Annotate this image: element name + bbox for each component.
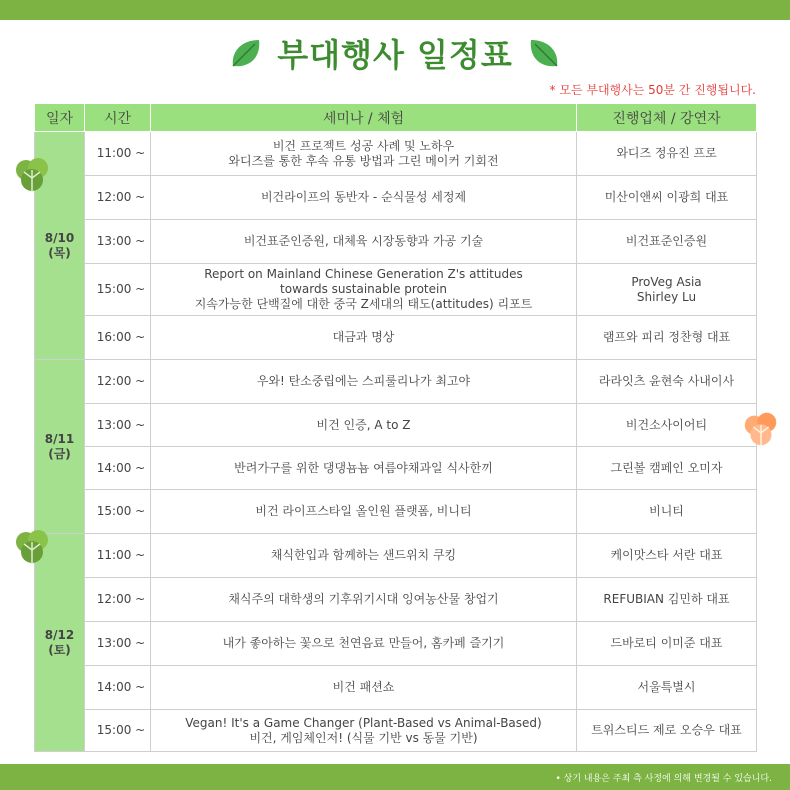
table-row	[35, 490, 757, 534]
seminar-cell	[151, 666, 577, 710]
presenter-line: 트위스티드 제로 오승우 대표	[591, 723, 742, 737]
seminar-line: 와디즈를 통한 후속 유통 방법과 그린 메이커 기회전	[228, 153, 499, 168]
time-cell: 16:00 ~	[85, 316, 151, 360]
presenter-cell	[577, 316, 757, 360]
header-date: 일자	[35, 104, 85, 132]
presenter-cell	[577, 404, 757, 447]
leaf-icon	[229, 36, 263, 70]
seminar-cell	[151, 622, 577, 666]
table-row	[35, 622, 757, 666]
seminar-cell	[151, 132, 577, 176]
time-cell: 14:00 ~	[85, 666, 151, 710]
presenter-line: 미산이앤씨 이광희 대표	[604, 190, 729, 204]
title-row	[0, 28, 790, 78]
presenter-cell	[577, 360, 757, 404]
seminar-line: 대금과 명상	[332, 330, 395, 344]
date-label: 8/12	[44, 627, 75, 642]
date-label: 8/11	[44, 431, 75, 446]
seminar-line: 우와! 탄소중립에는 스피룰리나가 최고야	[256, 374, 471, 388]
date-label: 8/10	[44, 230, 75, 245]
presenter-cell	[577, 490, 757, 534]
seminar-cell	[151, 404, 577, 447]
date-cell	[35, 360, 85, 534]
presenter-line: 비건표준인증원	[625, 234, 708, 248]
seminar-cell	[151, 316, 577, 360]
orange-leaf-icon	[740, 408, 782, 450]
seminar-line: 채식주의 대학생의 기후위기시대 잉여농산물 창업기	[228, 592, 499, 606]
table-row	[35, 666, 757, 710]
presenter-cell	[577, 220, 757, 264]
notice-text: * 모든 부대행사는 50분 간 진행됩니다.	[549, 83, 756, 97]
top-bar	[0, 0, 790, 20]
table-row	[35, 447, 757, 490]
table-row	[35, 220, 757, 264]
presenter-cell	[577, 622, 757, 666]
header-time: 시간	[85, 104, 151, 132]
presenter-line: ProVeg Asia	[631, 274, 702, 289]
seminar-line: 채식한입과 함께하는 샌드위치 쿠킹	[270, 548, 457, 562]
presenter-line: 비건소사이어티	[625, 417, 708, 432]
table-row	[35, 578, 757, 622]
seminar-cell	[151, 534, 577, 578]
presenter-line: 비니티	[649, 504, 684, 518]
lettuce-icon	[10, 524, 54, 568]
seminar-cell	[151, 176, 577, 220]
presenter-line: Shirley Lu	[636, 289, 697, 304]
time-cell: 12:00 ~	[85, 360, 151, 404]
presenter-cell	[577, 534, 757, 578]
seminar-line: 비건 라이프스타일 올인원 플랫폼, 비니티	[255, 504, 472, 518]
table-row	[35, 132, 757, 176]
presenter-cell	[577, 264, 757, 316]
seminar-line: Vegan! It's a Game Changer (Plant-Based vs Animal-Based)	[185, 715, 542, 730]
time-cell: 15:00 ~	[85, 710, 151, 752]
seminar-cell	[151, 360, 577, 404]
presenter-cell	[577, 710, 757, 752]
table-row	[35, 534, 757, 578]
weekday-label: (금)	[48, 446, 71, 461]
presenter-line: 그린볼 캠페인 오미자	[610, 460, 723, 475]
lettuce-icon	[10, 152, 54, 196]
seminar-cell	[151, 264, 577, 316]
table-row	[35, 404, 757, 447]
table-row	[35, 360, 757, 404]
schedule-body	[35, 132, 757, 752]
seminar-line: 비건 패션쇼	[332, 680, 395, 694]
weekday-label: (토)	[48, 642, 71, 657]
presenter-cell	[577, 176, 757, 220]
presenter-line: 케이맛스타 서란 대표	[610, 548, 723, 562]
table-row	[35, 316, 757, 360]
seminar-line: Report on Mainland Chinese Generation Z's attitudes	[204, 267, 523, 281]
time-cell: 13:00 ~	[85, 220, 151, 264]
seminar-cell	[151, 447, 577, 490]
presenter-line: 드바로티 이미준 대표	[610, 636, 723, 650]
time-cell: 12:00 ~	[85, 578, 151, 622]
presenter-cell	[577, 447, 757, 490]
table-row	[35, 176, 757, 220]
table-row	[35, 264, 757, 316]
time-cell: 15:00 ~	[85, 264, 151, 316]
schedule-table	[34, 103, 757, 752]
time-cell: 14:00 ~	[85, 447, 151, 490]
leaf-icon	[527, 36, 561, 70]
time-cell: 13:00 ~	[85, 404, 151, 447]
presenter-cell	[577, 666, 757, 710]
presenter-cell	[577, 132, 757, 176]
presenter-line: 라라잇츠 윤현숙 사내이사	[598, 374, 735, 388]
time-cell: 12:00 ~	[85, 176, 151, 220]
presenter-line: REFUBIAN 김민하 대표	[603, 592, 730, 606]
footer-bar	[0, 764, 790, 790]
presenter-line: 램프와 피리 정찬형 대표	[602, 330, 731, 344]
presenter-cell	[577, 578, 757, 622]
seminar-line: 비건, 게임체인저! (식물 기반 vs 동물 기반)	[249, 730, 478, 745]
table-row	[35, 710, 757, 752]
seminar-line: 비건라이프의 동반자 - 순식물성 세정제	[260, 190, 467, 204]
seminar-cell	[151, 490, 577, 534]
time-cell: 13:00 ~	[85, 622, 151, 666]
seminar-line: 반려가구를 위한 댕댕뇸뇸 여름야채과일 식사한끼	[234, 460, 493, 475]
seminar-line: 비건표준인증원, 대체육 시장동향과 가공 기술	[243, 234, 484, 248]
seminar-line: 비건 프로젝트 성공 사례 및 노하우	[272, 138, 455, 153]
seminar-line: 지속가능한 단백질에 대한 중국 Z세대의 태도(attitudes) 리포트	[194, 297, 533, 311]
seminar-cell	[151, 710, 577, 752]
weekday-label: (목)	[48, 245, 71, 260]
table-header-row	[35, 104, 757, 132]
seminar-line: 비건 인증, A to Z	[316, 417, 411, 432]
seminar-line: towards sustainable protein	[280, 282, 447, 296]
header-presenter: 진행업체 / 강연자	[577, 104, 757, 132]
footer-note: • 상기 내용은 주최 측 사정에 의해 변경될 수 있습니다.	[555, 773, 772, 784]
presenter-line: 서울특별시	[637, 680, 696, 694]
seminar-line: 내가 좋아하는 꽃으로 천연음료 만들어, 홈카페 즐기기	[222, 636, 505, 650]
time-cell: 11:00 ~	[85, 132, 151, 176]
time-cell: 11:00 ~	[85, 534, 151, 578]
presenter-line: 와디즈 정유진 프로	[616, 146, 717, 160]
seminar-cell	[151, 578, 577, 622]
seminar-cell	[151, 220, 577, 264]
page-title: 부대행사 일정표	[277, 36, 513, 74]
time-cell: 15:00 ~	[85, 490, 151, 534]
header-seminar: 세미나 / 체험	[151, 104, 577, 132]
